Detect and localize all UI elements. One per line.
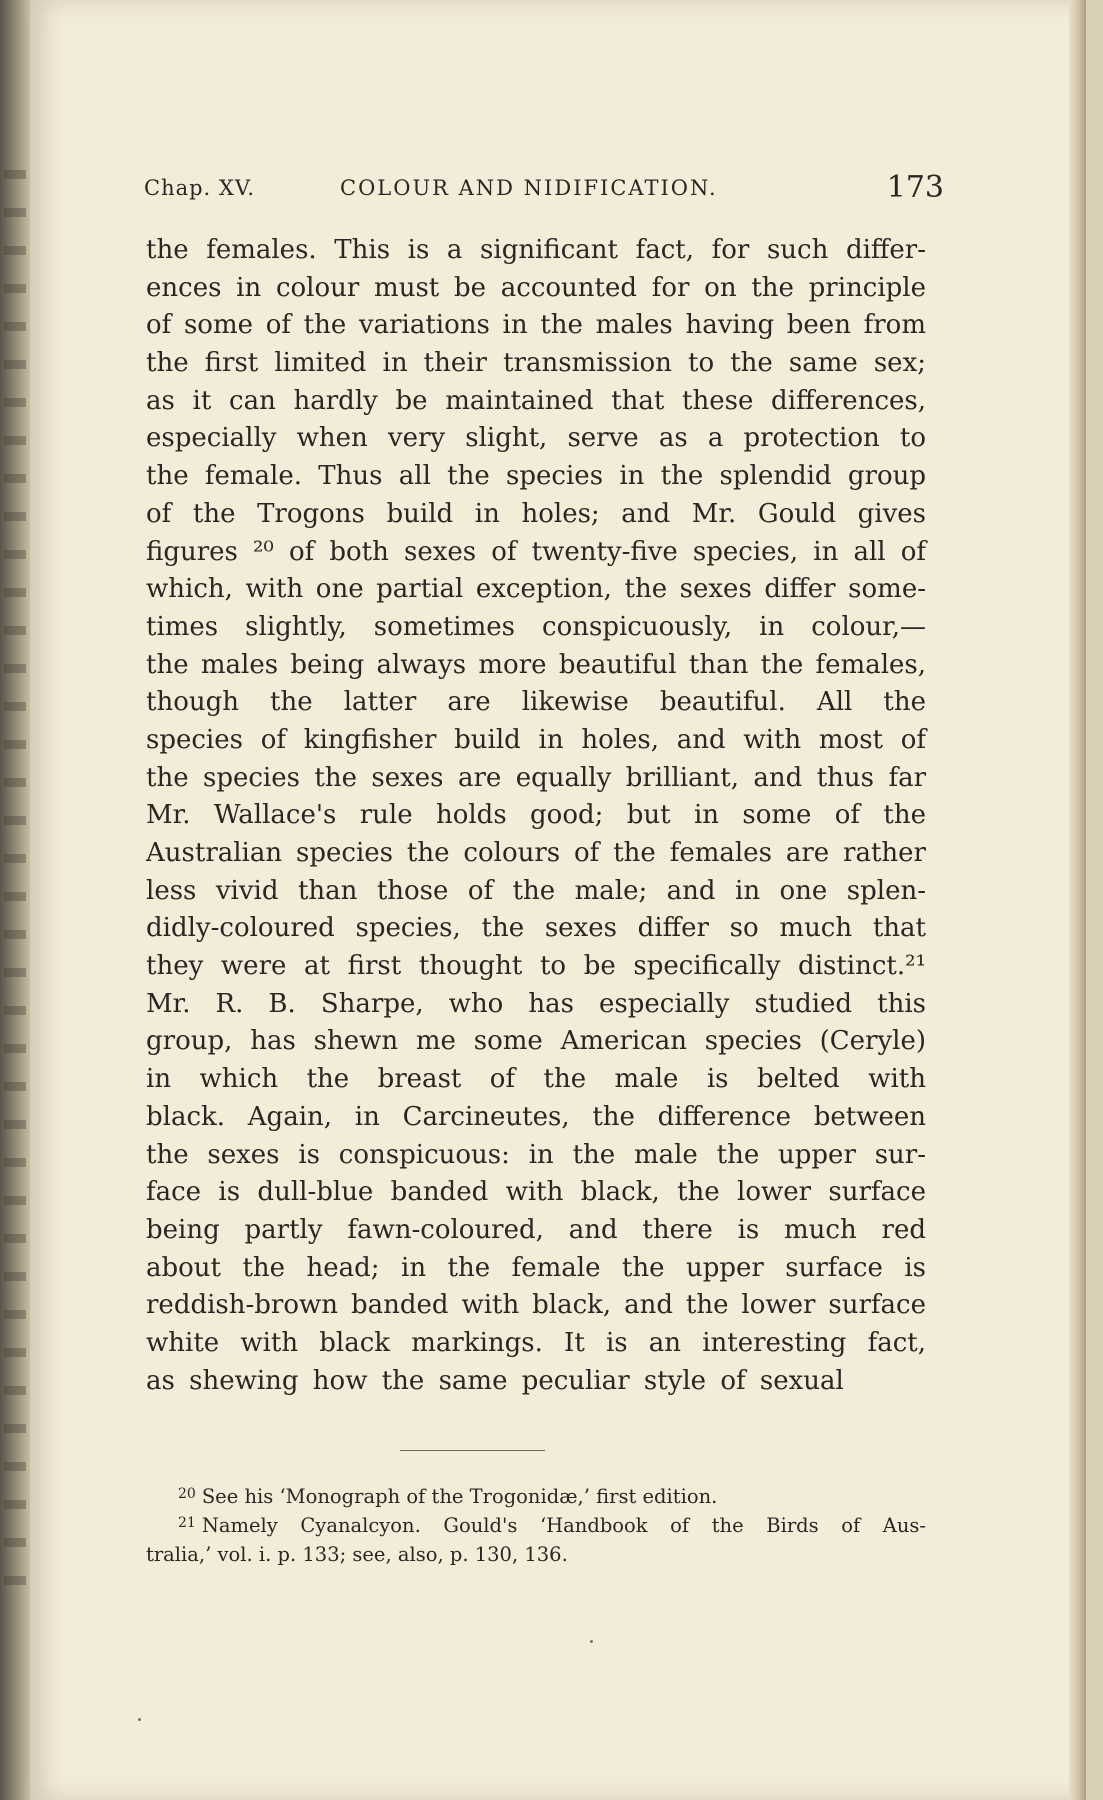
running-header bbox=[144, 170, 944, 210]
text-line: in which the breast of the male is belted with bbox=[146, 1064, 926, 1095]
page-number: 173 bbox=[886, 170, 944, 205]
text-line: of the Trogons build in holes; and Mr. Gould gives bbox=[146, 498, 926, 529]
text-line: the females. This is a significant fact, for such differ- bbox=[146, 235, 926, 265]
text-line: ences in colour must be accounted for on the principle bbox=[146, 272, 926, 303]
text-line: which, with one partial exception, the sexes differ some- bbox=[146, 574, 926, 605]
text-line: white with black markings. It is an interesting fact, bbox=[146, 1327, 926, 1358]
footnote-text: See his ‘Monograph of the Trogonidæ,’ first edition. bbox=[201, 1485, 718, 1508]
book-spine bbox=[0, 0, 34, 1800]
text-line: the species the sexes are equally brilliant, and thus far bbox=[146, 762, 926, 793]
footnote-21-continued bbox=[146, 1540, 926, 1569]
footnote-text: Namely Cyanalcyon. Gould's ‘Handbook of the Birds of Aus- bbox=[201, 1514, 926, 1537]
text-line: face is dull-blue banded with black, the lower surface bbox=[146, 1177, 926, 1208]
paper-speck bbox=[590, 1640, 593, 1643]
text-line: the males being always more beautiful than the females, bbox=[146, 649, 926, 680]
footnote-number: 21 bbox=[178, 1515, 196, 1531]
text-line: Australian species the colours of the females are rather bbox=[146, 838, 926, 868]
text-line: as it can hardly be maintained that these differences, bbox=[146, 385, 926, 416]
text-line: the sexes is conspicuous: in the male the upper sur- bbox=[146, 1139, 926, 1170]
text-line: Mr. R. B. Sharpe, who has especially studied this bbox=[146, 988, 926, 1019]
text-line: Mr. Wallace's rule holds good; but in some of the bbox=[146, 800, 926, 831]
text-line: as shewing how the same peculiar style of sexual bbox=[146, 1365, 844, 1396]
text-line: black. Again, in Carcineutes, the difference between bbox=[146, 1101, 926, 1132]
chapter-label: Chap. XV. bbox=[144, 176, 256, 200]
footnote-21 bbox=[146, 1511, 926, 1540]
text-line: the first limited in their transmission to the same sex; bbox=[146, 348, 926, 379]
text-line: especially when very slight, serve as a protection to bbox=[146, 423, 926, 454]
text-line: species of kingfisher build in holes, and with most of bbox=[146, 724, 926, 755]
book-page bbox=[30, 0, 1086, 1800]
text-line: they were at first thought to be specifically distinct.²¹ bbox=[146, 951, 926, 982]
body-text bbox=[146, 232, 926, 1400]
paper-speck bbox=[138, 1718, 141, 1721]
text-line: though the latter are likewise beautiful. All the bbox=[146, 687, 926, 718]
footnote-text: tralia,’ vol. i. p. 133; see, also, p. 130, 136. bbox=[146, 1543, 568, 1566]
text-line: didly-coloured species, the sexes differ so much that bbox=[146, 913, 926, 944]
text-line: of some of the variations in the males having been from bbox=[146, 310, 926, 341]
text-line: group, has shewn me some American species (Ceryle) bbox=[146, 1026, 926, 1057]
footnote-separator bbox=[400, 1450, 545, 1451]
text-line: about the head; in the female the upper surface is bbox=[146, 1252, 926, 1283]
text-line: the female. Thus all the species in the splendid group bbox=[146, 461, 926, 492]
text-line: reddish-brown banded with black, and the lower surface bbox=[146, 1290, 926, 1321]
footnote-20 bbox=[146, 1482, 926, 1511]
text-line: figures ²⁰ of both sexes of twenty-five species, in all of bbox=[146, 536, 926, 567]
facing-page-text-fragment bbox=[4, 170, 26, 1590]
footnotes bbox=[146, 1482, 926, 1569]
text-line: times slightly, sometimes conspicuously, in colour,— bbox=[146, 611, 926, 642]
page-edge bbox=[1069, 0, 1086, 1800]
text-line: being partly fawn-coloured, and there is much red bbox=[146, 1214, 926, 1245]
running-title: COLOUR AND NIDIFICATION. bbox=[340, 176, 718, 200]
footnote-number: 20 bbox=[178, 1486, 196, 1502]
text-line: less vivid than those of the male; and in one splen- bbox=[146, 875, 926, 906]
